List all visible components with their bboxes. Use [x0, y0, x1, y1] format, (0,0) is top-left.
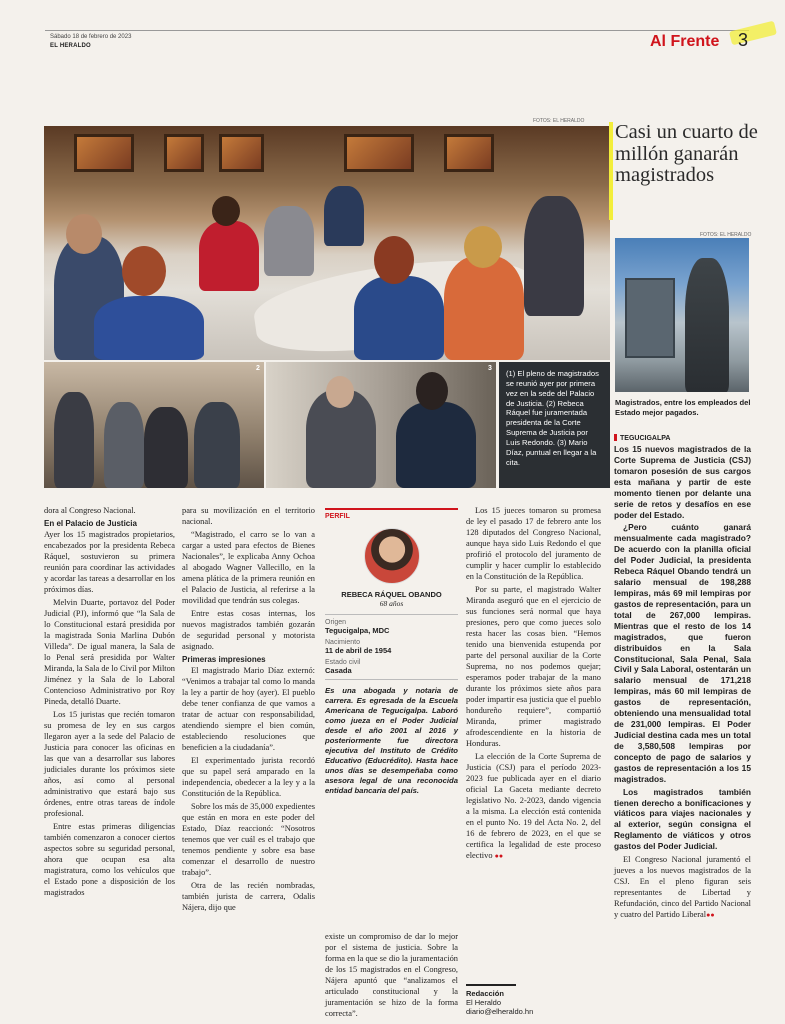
person	[354, 276, 444, 360]
paragraph: dora al Congreso Nacional.	[44, 506, 136, 515]
article-column-5	[614, 434, 751, 922]
person	[144, 407, 188, 488]
headline-highlight	[609, 122, 613, 220]
wall-painting	[164, 134, 204, 172]
photo-number: 3	[488, 365, 492, 372]
end-mark: ●●	[706, 911, 715, 920]
person	[444, 256, 524, 360]
paragraph: El Congreso Nacional juramentó el jueves a los nuevos magistrados de la CSJ. En el pleno figuran seis representantes de Libertad y Refundación, cinco del Partido Nacional y cuatro del Partido Liberal●●	[614, 855, 751, 920]
paragraph: Los 15 nuevos magistrados de la Corte Suprema de Justicia (CSJ) tomaron posesión de sus cargos esta mañana y partir de este momento tienen por delante una serie de retos y desafíos en ese poder del Estado.	[614, 444, 751, 520]
photo-caption: (1) El pleno de magistrados se reunió ayer por primera vez en la sede del Palacio de Justicia. (2) Rebeca Ráquel fue juramentada presidenta de la Corte Suprema de Justicia por Luis Redondo. (3) Mario Díaz, puntual en llegar a la cita.	[499, 362, 610, 488]
main-photo-magistrates-meeting	[44, 126, 610, 360]
lead-text	[614, 444, 751, 852]
paragraph: Por su parte, el magistrado Walter Miranda aseguró que en el ejercicio de sus funciones será normal que haya presiones, pero que como jueces solo resta hacer las cosas bien. “Hemos tenido una bienvenida estupenda por parte del personal auxiliar de la Corte Suprema, no nos podemos quejar; esperamos poder trabajar de la mano durante los próximos siete años para poder impartir esa justicia que el pueblo hondureño requiere”, compartió Miranda, primer magistrado afrodescendiente en la historia de Honduras.	[466, 585, 601, 748]
dateline: TEGUCIGALPA	[614, 434, 751, 442]
article-column-3	[325, 931, 458, 1021]
profile-portrait	[364, 528, 420, 584]
person-head	[326, 376, 354, 408]
profile-civil: Casada	[325, 666, 352, 675]
paragraph: Melvin Duarte, portavoz del Poder Judicial (PJ), informó que “la Sala de lo Constitucional estará presidida por la magistrada Sonia Marlina Dubón Villeda”. De igual manera, la Sala de lo Penal será presidida por Walter Miranda, la Sala de lo Civil por Milton Jiménez y la Sala de lo Laboral Contencioso Administrativo por Roy Pineda, detalló Duarte.	[44, 598, 175, 706]
byline	[466, 984, 534, 1016]
paragraph: “Magistrado, el carro se lo van a cargar a usted para efectos de Bienes Nacionales”, le explicaba Anny Ochoa al abogado Wagner Vallecillo, en la amena plática de la primera reunión en el Palacio de Justicia, al referirse a la movilidad que tendrán sus colegas.	[182, 530, 315, 605]
person	[54, 392, 94, 488]
newspaper-name: EL HERALDO	[50, 43, 91, 49]
justice-statue	[685, 258, 729, 392]
profile-birth-label: Nacimiento	[325, 639, 361, 646]
article-column-4	[466, 505, 601, 863]
profile-age: 68 años	[379, 599, 404, 608]
wall-painting	[74, 134, 134, 172]
wall-painting	[444, 134, 494, 172]
paragraph: existe un compromiso de dar lo mejor por el sistema de justicia. Sobre la forma en la que se dio la juramentación de los 15 magistrados en el Congreso, Nájera apuntó que “analizamos el articulado constitucional y la juramentación se hizo de la forma correcta”.	[325, 932, 458, 1018]
header-rule	[45, 30, 749, 31]
byline-email[interactable]: diario@elheraldo.hn	[466, 1007, 534, 1016]
person-head	[374, 236, 414, 284]
photo-credit: FOTOS: EL HERALDO	[533, 118, 585, 124]
photo-credit: FOTOS: EL HERALDO	[700, 232, 752, 238]
side-photo-justice-statue	[615, 238, 749, 392]
person-head	[66, 214, 102, 254]
paragraph: Sobre los más de 35,000 expedientes que están en mora en este poder del Estado, Díaz reaccionó: “Nosotros tenemos que ver cuál es el trabajo que tenemos pendiente y sobre esa base comenzar el desarrollo de nuestro trabajo”.	[182, 802, 315, 877]
profile-civil-label: Estado civil	[325, 659, 361, 666]
building-sign	[625, 278, 675, 358]
paragraph: El experimentado jurista recordó que su papel será amparado en la independencia, obedecer a la ley y a la Constitución de la República.	[182, 756, 315, 798]
photo-number: 2	[256, 365, 260, 372]
paragraph: Los 15 juristas que recién tomaron su promesa de ley en sus cargos llegaron ayer a la sede del Palacio de Justicia para conocer las oficinas en las que van a desarrollar sus labores judiciales durante los próximos siete años, así como al personal administrativo que estará bajo sus órdenes, entre otras tareas de índole profesional.	[44, 710, 175, 818]
person	[264, 206, 314, 276]
profile-name: REBECA RÁQUEL OBANDO	[341, 590, 442, 599]
person	[194, 402, 240, 488]
subheading: Primeras impresiones	[182, 655, 266, 664]
photo-swearing-in	[44, 362, 264, 488]
paragraph: El magistrado Mario Díaz externó: “Venimos a trabajar tal como lo manda la ley a partir de hoy (ayer). El pueblo debe tener confianza de que vamos a tratar de actuar con responsabilidad, atendiendo siempre el bien común, estableciendo resoluciones que beneficien a la ciudadanía”.	[182, 666, 315, 752]
highlighter-mark	[729, 21, 777, 46]
person-head	[122, 246, 166, 296]
paragraph: ¿Pero cuánto ganará mensualmente cada magistrado? De acuerdo con la planilla oficial del Poder Judicial, la presidenta Rebeca Ráquel Obando tendrá un salario mensual de 198,288 lempiras, más 69 mil lempiras por gastos de representación, para un total de 267,000 lempiras. Mientras que el resto de los 14 magistrados, que fueron distribuidos en la Sala Constitucional, Sala Penal, Sala Civil y Sala Laboral, ostentarán un salario mensual de 171,218 lempiras, más 60 mil lempiras de gastos de representación, obteniendo una mensualidad total de 231,000 lempiras. El Poder Judicial destina cada mes un total de 3,580,508 lempiras por concepto de pago de salarios y gastos de representación a los 15 magistrados.	[614, 522, 751, 784]
headline: Casi un cuarto de millón ganarán magistrados	[615, 121, 758, 187]
article-column-2	[182, 505, 315, 915]
person-head	[416, 372, 448, 410]
person-head	[464, 226, 502, 268]
article-column-1	[44, 505, 175, 900]
page-number: 3	[738, 30, 749, 50]
person	[199, 221, 259, 291]
person	[524, 196, 584, 316]
byline-label: Redacción	[466, 989, 504, 998]
person	[104, 402, 144, 488]
wall-painting	[344, 134, 414, 172]
byline-paper: El Heraldo	[466, 998, 502, 1007]
side-photo-caption: Magistrados, entre los empleados del Estado mejor pagados.	[615, 398, 751, 417]
person	[396, 402, 476, 488]
person-head	[212, 196, 240, 226]
profile-bio: Es una abogada y notaria de carrera. Es egresada de la Escuela Americana de Tegucigalpa. Laboró como jueza en el Poder Judicial desde el año 2001 al 2016 y posteriormente fue directora ejecutiva del Instituto de Crédito Educativo (Educrédito). Hasta hace unos días se desempeñaba como asesora legal de una reconocida entidad bancaria del país.	[325, 686, 458, 795]
profile-birth: 11 de abril de 1954	[325, 646, 392, 655]
paragraph: Entre estas primeras diligencias también comenzaron a conocer ciertos aspectos sobre su seguridad personal, ahora que ocupan esa alta magistratura, como los vehículos que el Estado pone a disposición de los magistrados	[44, 822, 175, 897]
end-mark: ●●	[494, 852, 504, 860]
paragraph: Ayer los 15 magistrados propietarios, encabezados por la presidenta Rebeca Ráquel, sostuvieron su primera reunión para coordinar las actividades y acordar las tareas a desarrollar en los próximos días.	[44, 530, 175, 594]
paragraph: Los magistrados también tienen derecho a bonificaciones y viáticos para viajes nacionales y al exterior, según consigna el Reglamento de viáticos y otros gastos del Poder Judicial.	[614, 786, 751, 852]
photo-mario-diaz	[266, 362, 496, 488]
person	[324, 186, 364, 246]
person	[94, 296, 204, 360]
divider	[325, 679, 458, 680]
paragraph: Entre estas cosas internas, los nuevos magistrados también gozarán de seguridad personal y motorista asignado.	[182, 609, 315, 651]
paragraph: La elección de la Corte Suprema de Justicia (CSJ) para el período 2023-2023 fue publicada ayer en el diario oficial La Gaceta mediante decreto legislativo No. 2-2023, dando vigencia a la misma. La elección está contenida en el punto No. 19 del Acta No. 2, del 16 de febrero de 2023, en el que se certifica la legalidad de este proceso electivo ●●	[466, 752, 601, 860]
profile-box	[325, 508, 458, 796]
profile-label: PERFIL	[325, 508, 458, 520]
subheading: En el Palacio de Justicia	[44, 519, 137, 528]
paragraph: para su movilización en el territorio nacional.	[182, 506, 315, 526]
paragraph: Otra de las recién nombradas, también jurista de carrera, Odalis Nájera, dijo que	[182, 881, 315, 912]
profile-origin-label: Origen	[325, 619, 347, 626]
issue-date: Sábado 18 de febrero de 2023	[50, 34, 132, 40]
wall-painting	[219, 134, 264, 172]
paragraph: Los 15 jueces tomaron su promesa de ley el pasado 17 de febrero ante los 128 diputados del Congreso Nacional, aunque haya sido Luis Redondo el que profirió el protocolo del juramento de cumplir y hacer cumplir lo establecido en la Constitución de la República.	[466, 506, 601, 581]
profile-origin: Tegucigalpa, MDC	[325, 626, 390, 635]
section-title: Al Frente	[650, 33, 720, 50]
divider	[325, 614, 458, 615]
